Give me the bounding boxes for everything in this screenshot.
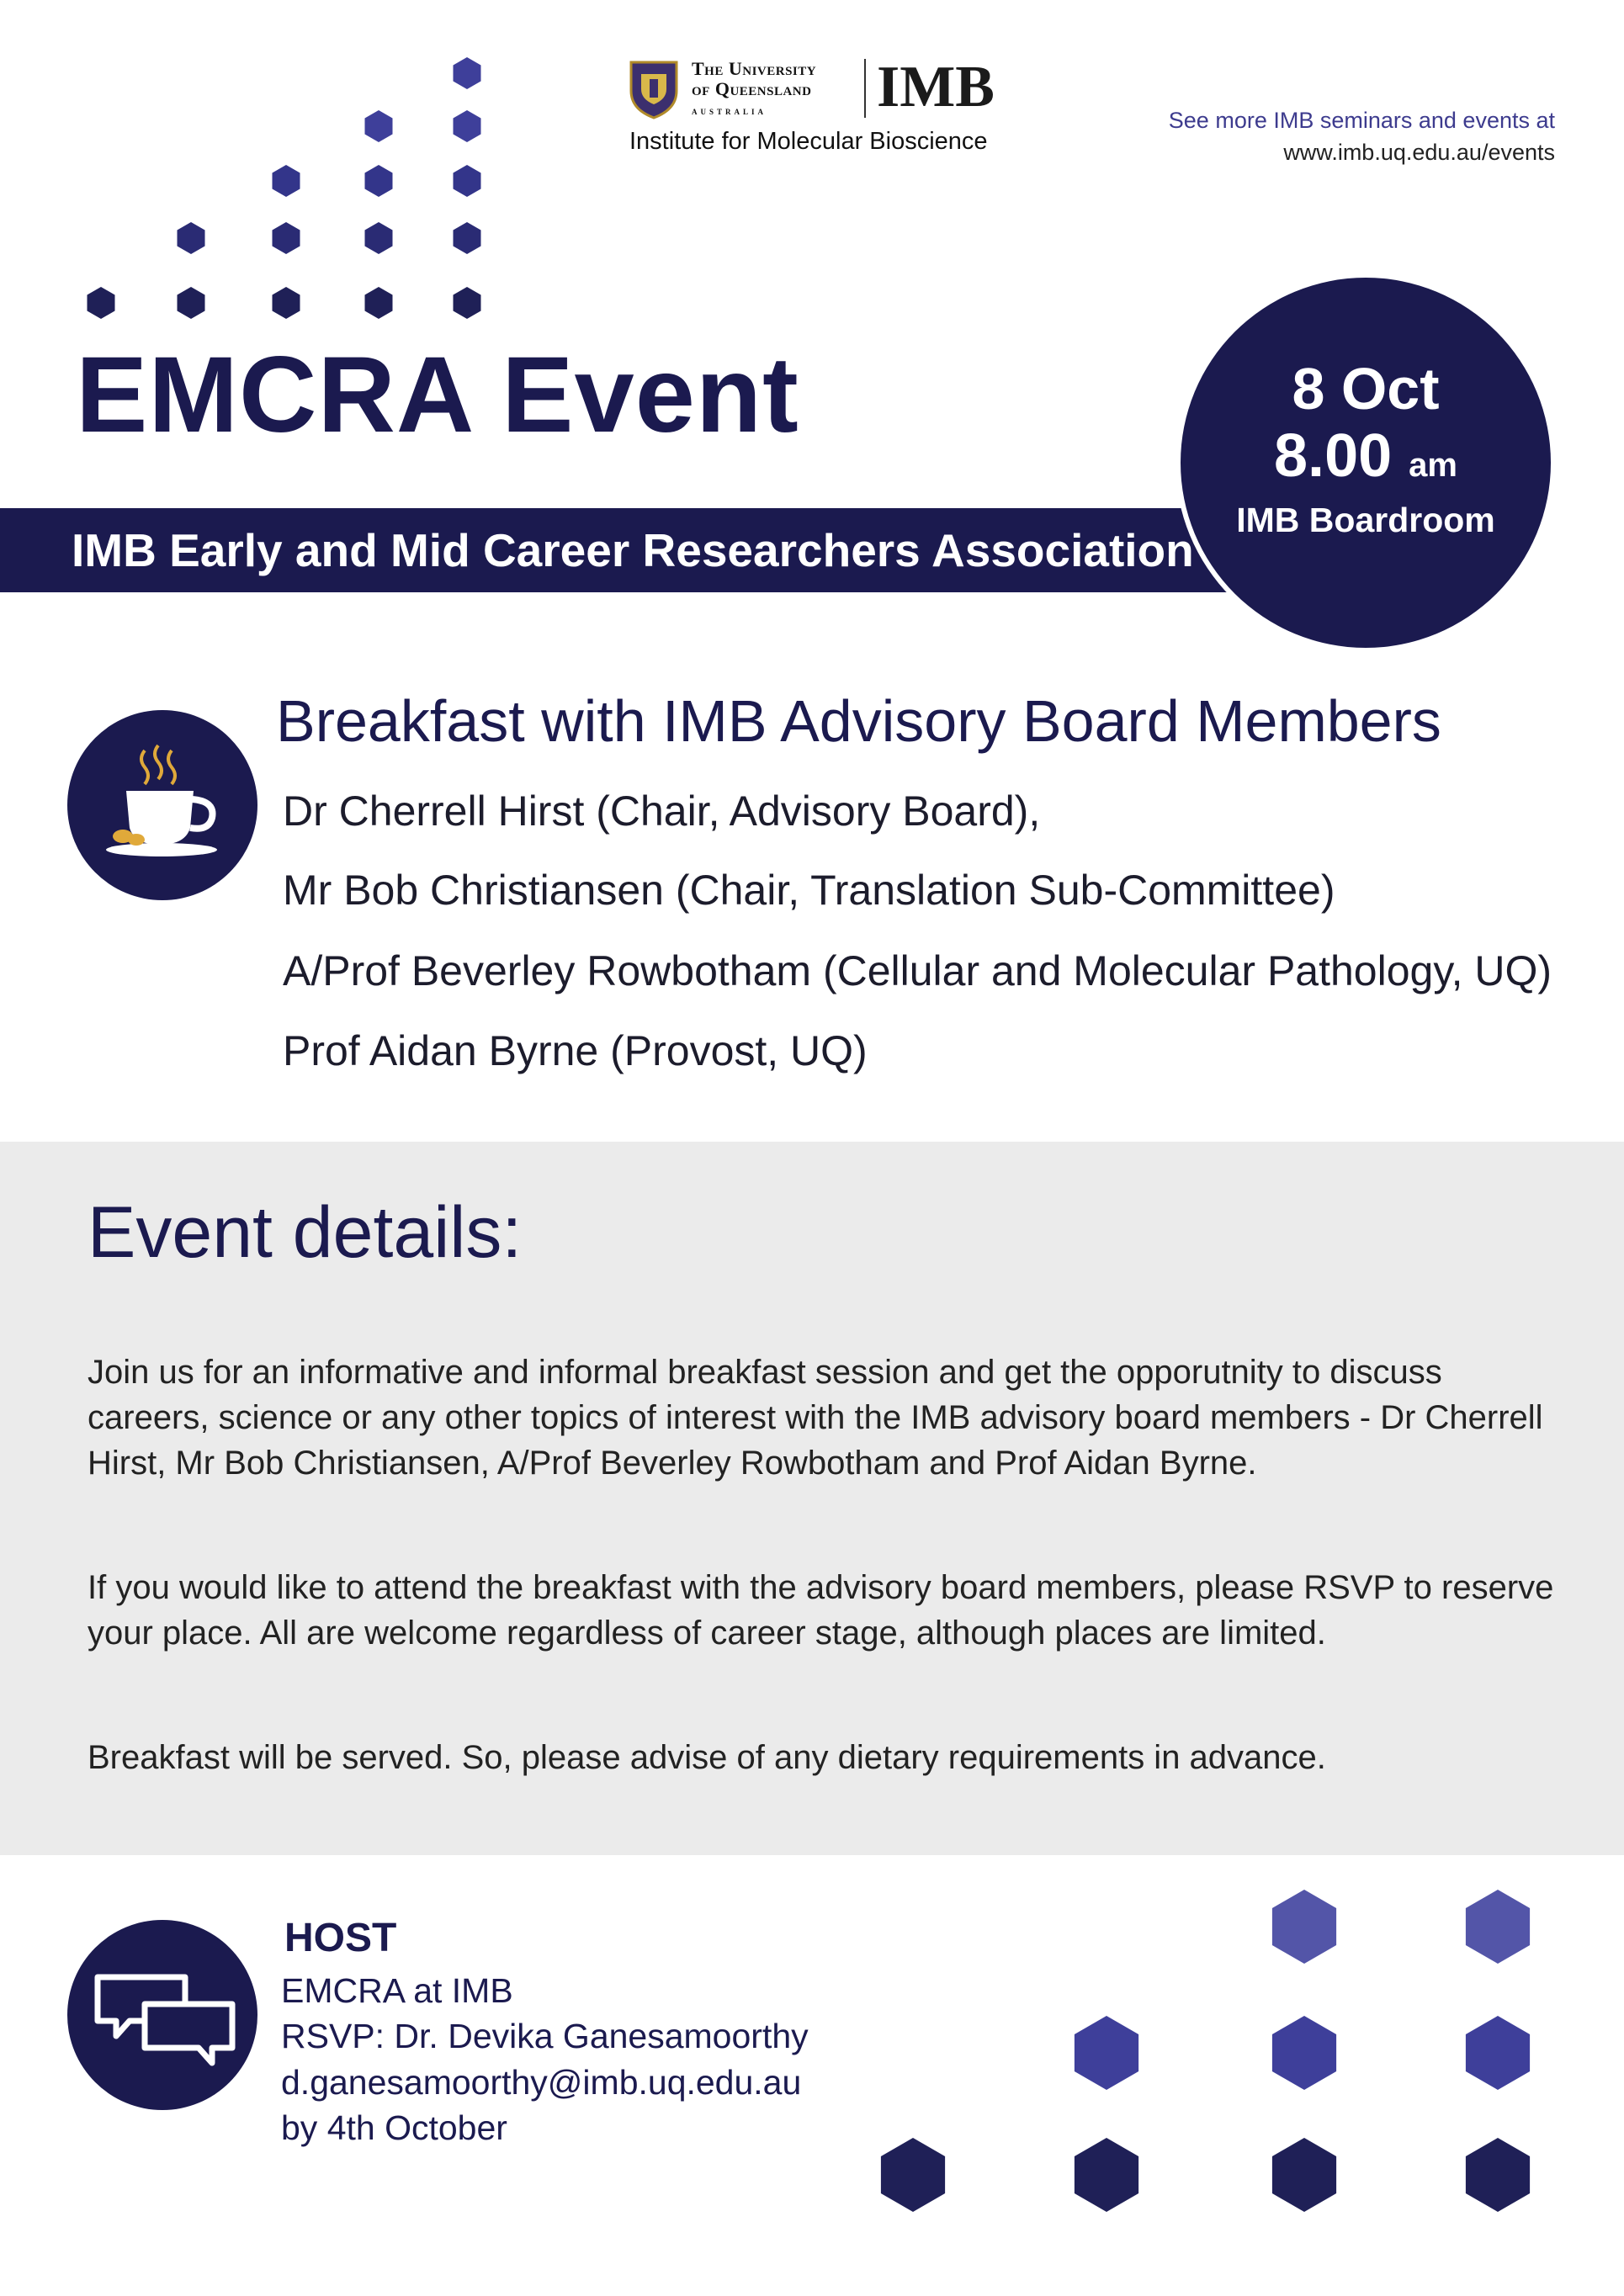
hexagon-shape (454, 110, 481, 142)
hexagon-shape (273, 165, 300, 197)
rsvp-deadline: by 4th October (281, 2108, 507, 2147)
country-label: AUSTRALIA (692, 108, 767, 116)
hexagon-shape (273, 287, 300, 319)
hexagon-shape (1272, 2138, 1336, 2212)
guest-item: Prof Aidan Byrne (Provost, UQ) (283, 1027, 868, 1074)
host-heading: HOST (284, 1916, 397, 1960)
association-name: IMB Early and Mid Career Researchers Association (72, 524, 1194, 576)
hexagon-shape (178, 222, 205, 254)
hexagon-shape (1272, 1890, 1336, 1964)
hexagon-shape (454, 165, 481, 197)
guest-item: A/Prof Beverley Rowbotham (Cellular and Molecular Pathology, UQ) (283, 947, 1552, 994)
see-more-events (1169, 104, 1555, 168)
hexagon-shape (273, 222, 300, 254)
event-time: 8.00 am (1274, 422, 1457, 490)
imb-wordmark: IMB (877, 55, 995, 119)
hexagon-shape (1466, 2138, 1530, 2212)
guest-item: Dr Cherrell Hirst (Chair, Advisory Board), (283, 787, 1041, 835)
date-badge (1181, 278, 1551, 648)
logo-divider (864, 59, 866, 118)
event-title: EMCRA Event (76, 335, 799, 455)
hexagon-shape (365, 287, 393, 319)
details-paragraph: Breakfast will be served. So, please advise of any dietary requirements in advance. (88, 1739, 1326, 1776)
hexagon-shape (1075, 2016, 1138, 2090)
hexagon-pattern-decoration (875, 1885, 1599, 2238)
hexagon-shape (454, 57, 481, 89)
event-date: 8 Oct (1292, 356, 1440, 422)
coffee-cup-icon (67, 710, 257, 900)
hexagon-shape (454, 287, 481, 319)
hexagon-shape (365, 110, 393, 142)
hexagon-shape (365, 222, 393, 254)
session-title: Breakfast with IMB Advisory Board Members (276, 688, 1441, 754)
event-venue: IMB Boardroom (1236, 501, 1495, 539)
events-url-link[interactable]: www.imb.uq.edu.au/events (1283, 140, 1555, 165)
hexagon-shape (881, 2138, 945, 2212)
hexagon-shape (365, 165, 393, 197)
details-paragraph: Join us for an informative and informal breakfast session and get the opporutnity to discuss careers, science or any other topics of interest with the IMB advisory board members - Dr Cherrell Hirst, Mr Bob Christiansen, A/Prof Beverley Rowbotham and Prof Aidan Byrne. (88, 1354, 1543, 1482)
institute-name: Institute for Molecular Bioscience (629, 128, 988, 155)
chat-bubbles-icon (67, 1920, 257, 2110)
event-details-heading: Event details: (88, 1192, 523, 1273)
hexagon-shape (1466, 1890, 1530, 1964)
uq-crest-icon (624, 59, 683, 119)
event-time-suffix: am (1409, 447, 1457, 484)
hexagon-shape (454, 222, 481, 254)
details-paragraph: If you would like to attend the breakfast with the advisory board members, please RSVP to reserve your place. All are welcome regardless of career stage, although places are limited. (88, 1569, 1554, 1652)
hexagon-shape (178, 287, 205, 319)
hexagon-dots-decoration (76, 46, 513, 332)
uq-imb-logo (624, 55, 1020, 160)
guest-item: Mr Bob Christiansen (Chair, Translation Sub-Committee) (283, 867, 1335, 914)
university-name: The University of Queensland (692, 58, 817, 99)
rsvp-contact: RSVP: Dr. Devika Ganesamoorthy (281, 2017, 809, 2055)
rsvp-email-link[interactable]: d.ganesamoorthy@imb.uq.edu.au (281, 2063, 802, 2102)
hexagon-shape (88, 287, 115, 319)
hexagon-shape (1466, 2016, 1530, 2090)
see-more-text: See more IMB seminars and events at (1168, 108, 1555, 133)
host-organiser: EMCRA at IMB (281, 1971, 513, 2010)
hexagon-shape (1075, 2138, 1138, 2212)
hexagon-shape (1272, 2016, 1336, 2090)
